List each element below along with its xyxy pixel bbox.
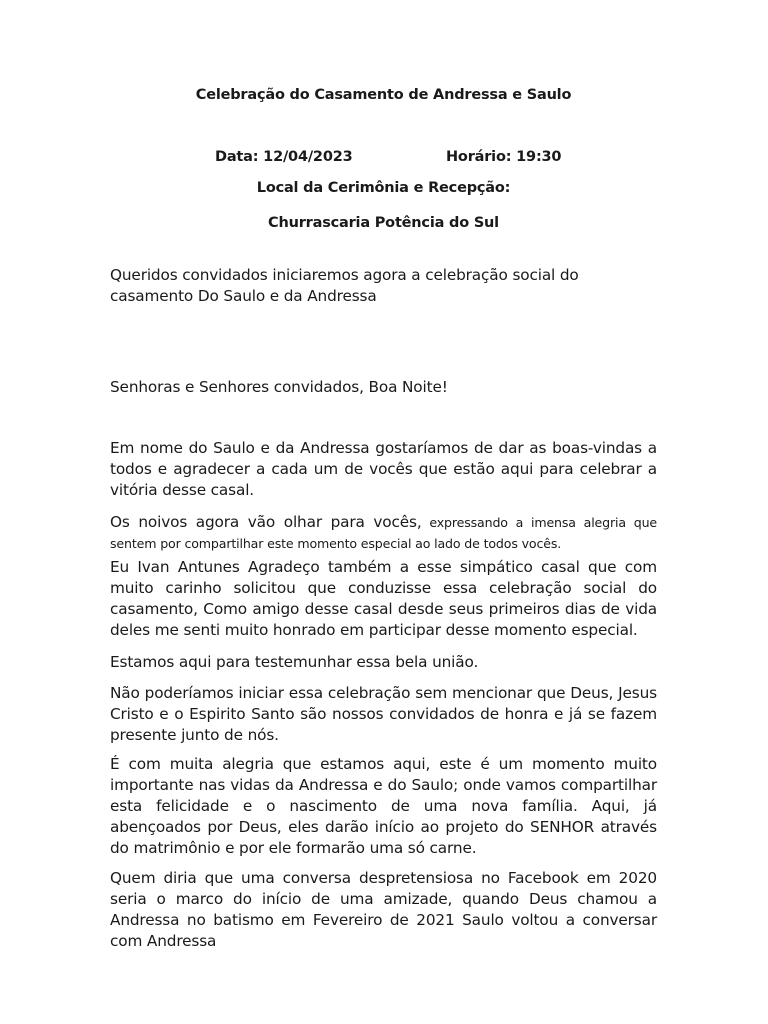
paragraph-faith: Não poderíamos iniciar essa celebração sem mencionar que Deus, Jesus Cristo e o Espirito Santo são nossos convidados de honra e já se fazem presente junto de nós. bbox=[110, 684, 657, 744]
paragraph-officiant: Eu Ivan Antunes Agradeço também a esse simpático casal que com muito carinho solicitou que conduzisse essa celebração social do casamento, Como amigo desse casal desde seus primeiros dias de vida deles me senti muito honrado em participar desse momento especial. bbox=[110, 558, 657, 639]
paragraph-witness: Estamos aqui para testemunhar essa bela união. bbox=[110, 653, 479, 671]
paragraph-greeting: Senhoras e Senhores convidados, Boa Noite! bbox=[110, 378, 448, 396]
paragraph-welcome: Em nome do Saulo e da Andressa gostaríamos de dar as boas-vindas a todos e agradecer a cada um de vocês que estão aqui para celebrar a vitória desse casal. bbox=[110, 439, 657, 499]
paragraph-couple-look-rest: expressando a imensa alegria que sentem por compartilhar este momento especial ao lado de todos vocês. bbox=[110, 515, 658, 551]
paragraph-couple-look bbox=[110, 512, 657, 554]
document-title: Celebração do Casamento de Andressa e Saulo bbox=[195, 87, 572, 103]
paragraph-couple-look-start: Os noivos agora vão olhar para vocês, bbox=[110, 513, 422, 531]
event-time: Horário: 19:30 bbox=[446, 149, 562, 165]
paragraph-story: Quem diria que uma conversa despretensiosa no Facebook em 2020 seria o marco do início de uma amizade, quando Deus chamou a Andressa no batismo em Fevereiro de 2021 Saulo voltou a conversar com Andressa bbox=[110, 869, 657, 950]
venue-label: Local da Cerimônia e Recepção: bbox=[256, 180, 511, 196]
paragraph-joy: É com muita alegria que estamos aqui, este é um momento muito importante nas vidas da Andressa e do Saulo; onde vamos compartilhar esta felicidade e o nascimento de uma nova família. Aqui, já abençoados por Deus, eles darão início ao projeto do SENHOR através do matrimônio e por ele formarão uma só carne. bbox=[110, 755, 657, 857]
venue-name: Churrascaria Potência do Sul bbox=[268, 215, 499, 231]
paragraph-intro: Queridos convidados iniciaremos agora a celebração social do casamento Do Saulo e da Andressa bbox=[110, 266, 579, 305]
event-date: Data: 12/04/2023 bbox=[215, 149, 353, 165]
